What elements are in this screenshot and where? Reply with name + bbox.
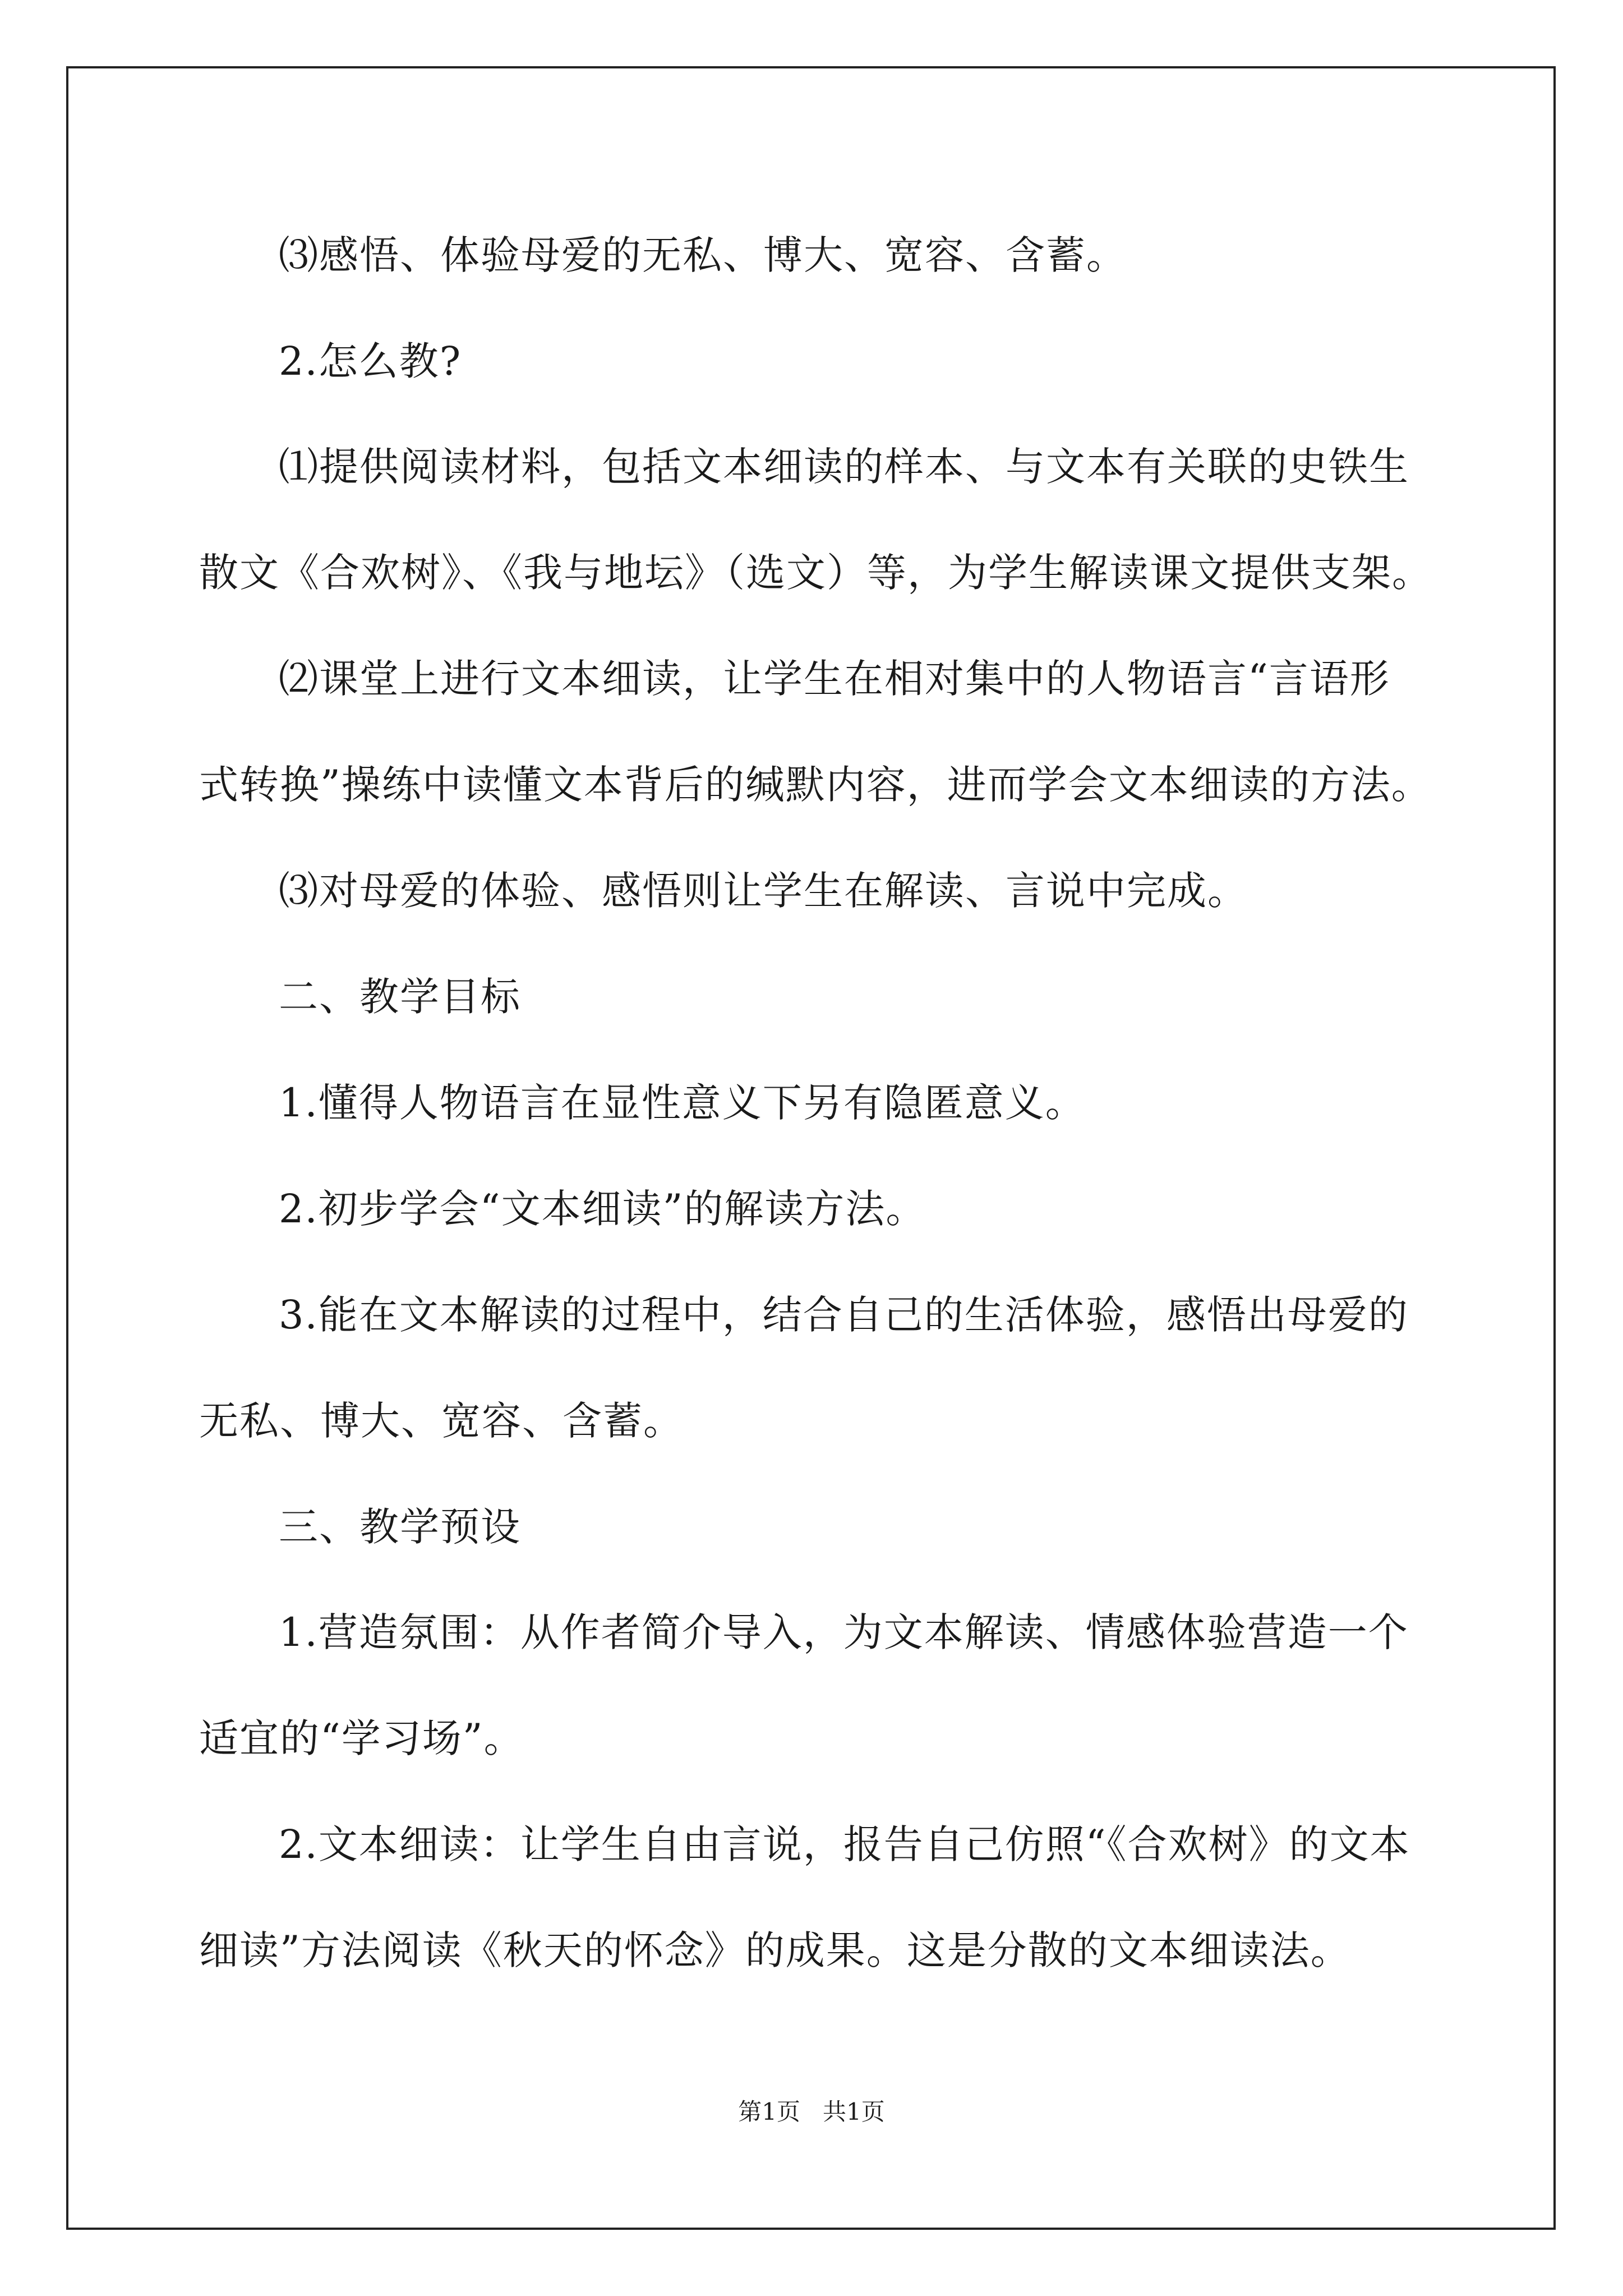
paragraph-line: 2.文本细读：让学生自由言说，报告自己仿照“《合欢树》的文本 [279, 1821, 1410, 1867]
paragraph-line: 3.能在文本解读的过程中，结合自己的生活体验，感悟出母爱的 [279, 1292, 1409, 1338]
paragraph-line: ⑶对母爱的体验、感悟则让学生在解读、言说中完成。 [279, 868, 1248, 914]
paragraph-line: ⑶感悟、体验母爱的无私、博大、宽容、含蓄。 [279, 232, 1127, 278]
paragraph-line: 式转换”操练中读懂文本背后的缄默内容，进而学会文本细读的方法。 [199, 762, 1432, 808]
paragraph-line: ⑴提供阅读材料，包括文本细读的样本、与文本有关联的史铁生 [279, 444, 1409, 490]
paragraph-line: 适宜的“学习场”。 [199, 1715, 524, 1761]
paragraph-line: 1.营造氛围：从作者简介导入，为文本解读、情感体验营造一个 [279, 1609, 1409, 1655]
page-border [66, 66, 1556, 2230]
section-heading: 二、教学目标 [279, 974, 521, 1020]
paragraph-line: 2.初步学会“文本细读”的解读方法。 [279, 1186, 926, 1232]
page-number-footer: 第1页 共1页 [738, 2098, 885, 2125]
paragraph-line: 无私、博大、宽容、含蓄。 [199, 1398, 684, 1444]
paragraph-line: 1.懂得人物语言在显性意义下另有隐匿意义。 [279, 1080, 1086, 1126]
paragraph-line: 细读”方法阅读《秋天的怀念》的成果。这是分散的文本细读法。 [199, 1927, 1351, 1973]
section-heading: 三、教学预设 [279, 1504, 521, 1550]
paragraph-line: 散文《合欢树》、《我与地坛》（选文）等，为学生解读课文提供支架。 [199, 550, 1432, 596]
paragraph-line: ⑵课堂上进行文本细读，让学生在相对集中的人物语言“言语形 [279, 656, 1390, 702]
section-heading: 2.怎么教? [279, 338, 462, 384]
